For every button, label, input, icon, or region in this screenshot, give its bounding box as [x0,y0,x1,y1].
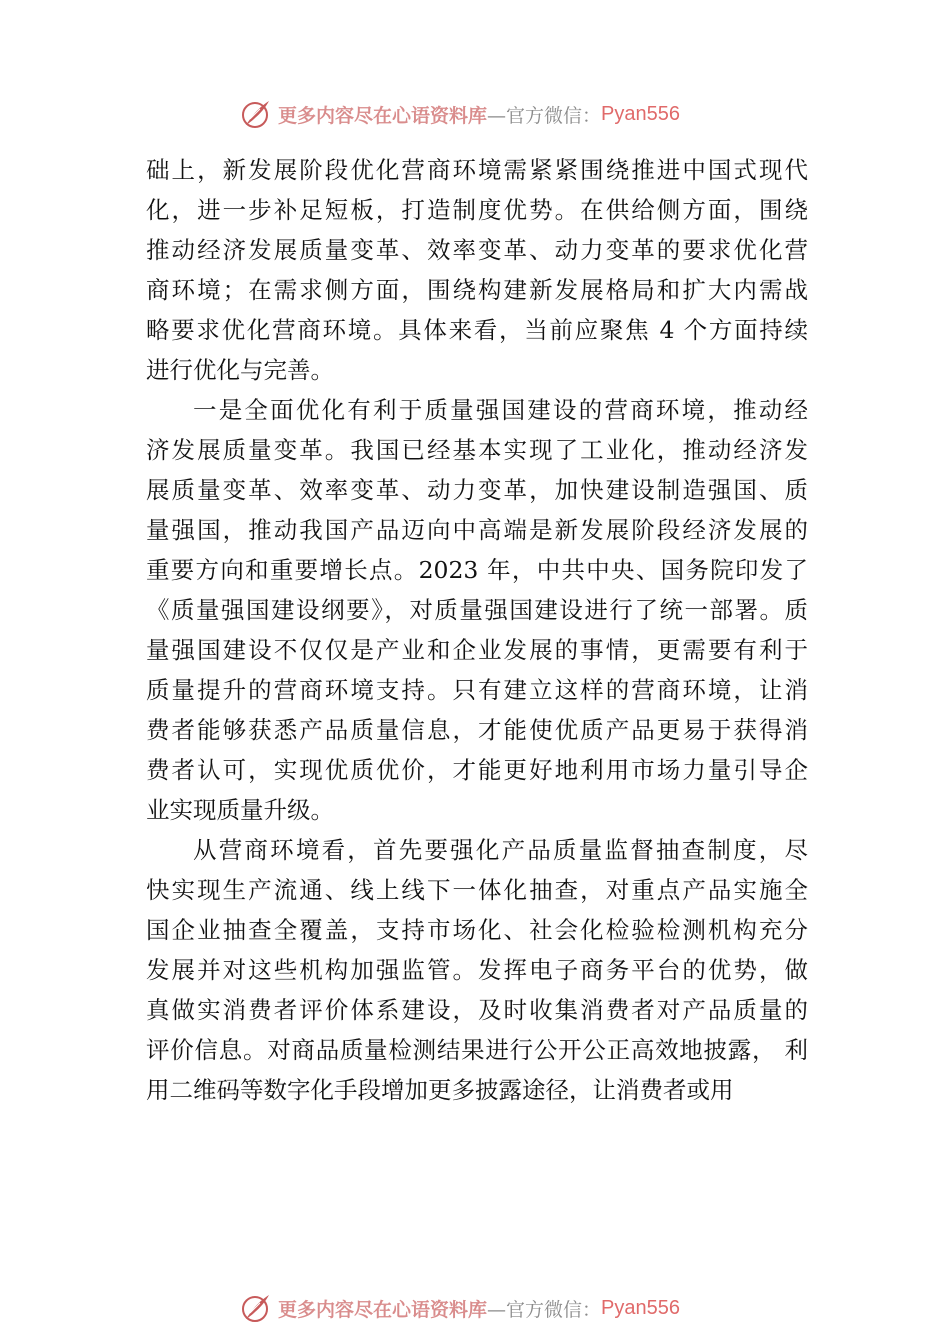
text-line: 质量提升的营商环境支持。只有建立这样的营商环境，让消 [146,676,808,704]
text-line: 国企业抽查全覆盖，支持市场化、社会化检验检测机构充分 [146,916,808,944]
text-line: 展质量变革、效率变革、动力变革，加快建设制造强国、质 [146,476,808,504]
text-line: 推动经济发展质量变革、效率变革、动力变革的要求优化营 [146,236,808,264]
paragraph-first-line: 从营商环境看，首先要强化产品质量监督抽查制度，尽 [193,836,808,864]
watermark-wechat-id: Pyan556 [601,102,680,125]
text-line: 费者能够获悉产品质量信息，才能使优质产品更易于获得消 [146,716,808,744]
text-line: 业实现质量升级。 [146,796,334,824]
text-line: 进行优化与完善。 [146,356,334,384]
text-line: 费者认可，实现优质优价，才能更好地利用市场力量引导企 [146,756,808,784]
text-line: 础上，新发展阶段优化营商环境需紧紧围绕推进中国式现代 [146,156,808,184]
text-line: 量强国，推动我国产品迈向中高端是新发展阶段经济发展的 [146,516,808,544]
watermark-wechat-id: Pyan556 [601,1296,680,1319]
watermark-sub-text: —官方微信： [487,104,602,127]
text-line: 评价信息。对商品质量检测结果进行公开公正高效地披露， 利 [146,1036,808,1064]
watermark-sub-text: —官方微信： [487,1298,602,1321]
text-line: 发展并对这些机构加强监管。发挥电子商务平台的优势，做 [146,956,808,984]
header-watermark [240,96,680,132]
document-body [146,150,808,1110]
text-line: 真做实消费者评价体系建设，及时收集消费者对产品质量的 [146,996,808,1024]
text-line: 用二维码等数字化手段增加更多披露途径，让消费者或用 [146,1076,734,1104]
footer-watermark [240,1290,680,1326]
paragraph-first-line: 一是全面优化有利于质量强国建设的营商环境，推动经 [193,396,808,424]
watermark-main-text: 更多内容尽在心语资料库 [278,1298,488,1321]
quill-logo-icon [240,1292,272,1324]
text-line: 《质量强国建设纲要》，对质量强国建设进行了统一部署。质 [146,596,808,624]
quill-logo-icon [240,98,272,130]
watermark-main-text: 更多内容尽在心语资料库 [278,104,488,127]
text-line: 快实现生产流通、线上线下一体化抽查，对重点产品实施全 [146,876,808,904]
text-line: 量强国建设不仅仅是产业和企业发展的事情，更需要有利于 [146,636,808,664]
text-line: 化，进一步补足短板，打造制度优势。在供给侧方面，围绕 [146,196,808,224]
text-line: 济发展质量变革。我国已经基本实现了工业化，推动经济发 [146,436,808,464]
text-line: 重要方向和重要增长点。2023 年，中共中央、国务院印发了 [146,556,808,584]
text-line: 商环境；在需求侧方面，围绕构建新发展格局和扩大内需战 [146,276,808,304]
text-line: 略要求优化营商环境。具体来看，当前应聚焦 4 个方面持续 [146,316,808,344]
